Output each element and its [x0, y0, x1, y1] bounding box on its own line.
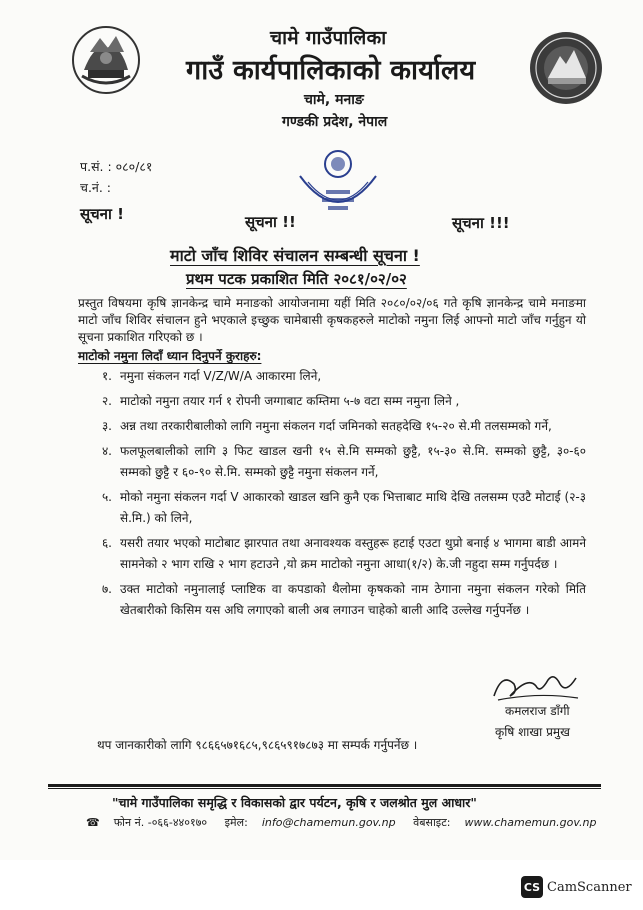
footer-divider: [48, 784, 601, 787]
letter-number: प.सं. : ०८०/८१: [80, 159, 153, 174]
website-label: वेबसाइट:: [413, 816, 451, 829]
signatory-title: कृषि शाखा प्रमुख: [495, 725, 570, 739]
list-item: [78, 441, 586, 483]
notice-2: सूचना !!: [245, 213, 296, 231]
notice-subject: माटो जाँच शिविर संचालन सम्बन्धी सूचना !: [170, 246, 420, 265]
intro-paragraph: प्रस्तुत विषयमा कृषि ज्ञानकेन्द्र चामे मनाङको आयोजनामा यहीं मिति २०८०/०२/०६ गते कृषि ज्ञानकेन्द्र चामे मनाङमा माटो जाँच शिविर संचालन हुने भएकाले इच्छुक चामेबासी कृषकहरुले माटोको नमुना लिई आफ्नो माटो जाँच गर्नुहुन यो सूचना प्रकाशित गरिएको छ ।: [78, 296, 586, 344]
footer-phone: फोन नं. -०६६-४४०१७०: [113, 816, 208, 829]
item-number: ६.: [101, 536, 112, 550]
list-item: [78, 533, 586, 575]
item-number: ३.: [101, 419, 112, 433]
instruction-list: [78, 366, 586, 625]
email-label: इमेल:: [224, 816, 248, 829]
list-item: [78, 366, 586, 387]
footer-divider-thin: [48, 788, 601, 789]
office-location: चामे, मनाङ: [304, 92, 364, 108]
item-text: मोको नमुना संकलन गर्दा V आकारको खाडल खनि कुनै एक भित्ताबाट माथि देखि तलसम्म एउटै मोटाई (२-३ से.मि.) को लिने,: [120, 490, 586, 525]
nepal-emblem-icon: [70, 24, 142, 96]
contact-info: थप जानकारीको लागि ९८६६५७१६८५,९८६५९१७८७३ मा सम्पर्क गर्नुपर्नेछ ।: [97, 738, 418, 752]
municipality-logo-icon: [528, 30, 604, 106]
points-heading: माटोको नमुना लिदाँ ध्यान दिनुपर्ने कुराहरु:: [78, 349, 262, 363]
item-text: फलफूलबालीको लागि ३ फिट खाडल खनी १५ से.मि सम्मको छुट्टै, १५-३० से.मि. सम्मको छुट्टै, ३०-६० सम्मको छुट्टै र ६०-९० से.मि. सम्मको छुट्टै नमुना संकलन गर्ने,: [120, 444, 586, 479]
camscanner-logo-icon: CS: [521, 876, 543, 898]
item-number: ७.: [101, 582, 112, 596]
municipality-name: चामे गाउँपालिका: [270, 27, 387, 49]
item-number: २.: [101, 394, 112, 408]
footer-website[interactable]: www.chamemun.gov.np: [464, 816, 597, 829]
list-item: [78, 487, 586, 529]
office-province: गण्डकी प्रदेश, नेपाल: [282, 114, 388, 130]
published-date: प्रथम पटक प्रकाशित मिति २०८१/०२/०२: [186, 270, 407, 288]
item-number: ५.: [101, 490, 112, 504]
list-item: [78, 416, 586, 437]
notice-3: सूचना !!!: [452, 214, 510, 232]
item-number: ४.: [101, 444, 112, 458]
signature-icon: [488, 666, 582, 706]
item-text: यसरी तयार भएको माटोबाट झारपात तथा अनावश्यक वस्तुहरू हटाई एउटा थुप्रो बनाई ४ भागमा बाडी आमने सामनेको २ भाग राखि २ भाग हटाउने ,यो क्रम माटोको नमुना आधा(१/२) के.जी नहुदा सम्म गर्नुपर्दछ ।: [120, 536, 586, 571]
footer-slogan: "चामे गाउँपालिका समृद्धि र विकासको द्वार पर्यटन, कृषि र जलश्रोत मुल आधार": [112, 795, 477, 810]
list-item: [78, 391, 586, 412]
footer-email[interactable]: info@chamemun.gov.np: [261, 816, 396, 829]
item-text: नमुना संकलन गर्दा V/Z/W/A आकारमा लिने,: [120, 369, 322, 383]
camscanner-watermark: [521, 876, 632, 898]
item-text: अन्न तथा तरकारीबालीको लागि नमुना संकलन गर्दा जमिनको सतहदेखि १५-२० से.मी तलसम्मको गर्ने,: [120, 419, 552, 433]
footer-contact: [86, 815, 610, 830]
item-text: उक्त माटोको नमुनालाई प्लाष्टिक वा कपडाको थैलोमा कृषकको नाम ठेगाना नमुना संकलन गरेको मिति खेतबारीको किसिम यस अघि लगाएको बाली अब लगाउन चाहेको बाली आदि उल्लेख गर्नुपर्नेछ ।: [120, 582, 586, 617]
item-text: माटोको नमुना तयार गर्न १ रोपनी जग्गाबाट कम्तिमा ५-७ वटा सम्म नमुना लिने ,: [120, 394, 460, 408]
dispatch-number: च.नं. :: [80, 180, 112, 195]
phone-icon: ☎: [86, 816, 100, 829]
camscanner-label: CamScanner: [547, 879, 632, 895]
notice-1: सूचना !: [80, 205, 124, 223]
office-stamp-icon: [292, 148, 384, 220]
item-number: १.: [101, 369, 112, 383]
office-name: गाउँ कार्यपालिकाको कार्यालय: [186, 55, 476, 86]
signatory-name: कमलराज डाँगी: [505, 704, 570, 718]
list-item: [78, 579, 586, 621]
